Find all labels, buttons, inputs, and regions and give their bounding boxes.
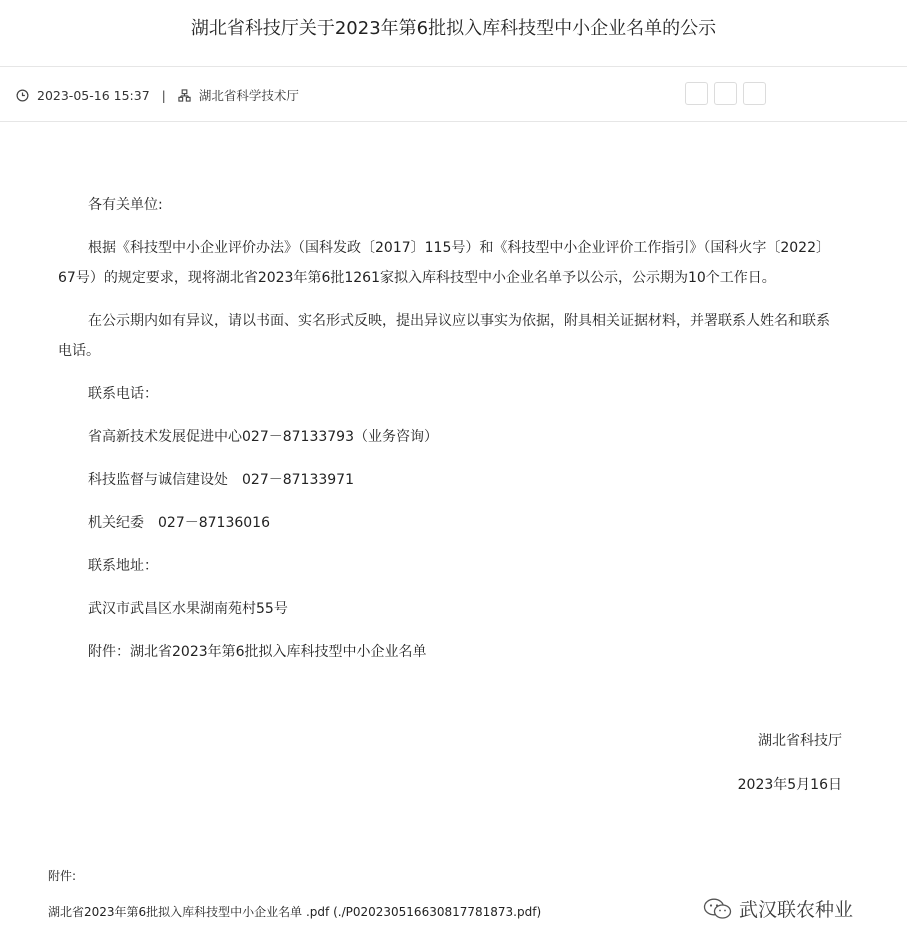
wechat-icon (703, 897, 733, 921)
share-button[interactable] (714, 82, 737, 105)
publish-datetime: 2023-05-16 15:37 (37, 87, 150, 103)
contact-heading: 联系电话： (88, 386, 158, 402)
article-meta (16, 86, 299, 104)
salutation: 各有关单位: (88, 197, 163, 213)
share-buttons (685, 82, 766, 105)
header-divider (0, 66, 907, 67)
article-body (58, 190, 842, 680)
organization-icon (178, 89, 191, 102)
share-button[interactable] (743, 82, 766, 105)
page-title: 湖北省科技厅关于2023年第6批拟入库科技型中小企业名单的公示 (190, 18, 717, 39)
clock-icon (16, 89, 29, 102)
body-paragraph: 根据《科技型中小企业评价办法》（国科发政〔2017〕115号）和《科技型中小企业评价工作指引》（国科火字〔2022〕67号）的规定要求，现将湖北省2023年第6批1261家拟入库科技型中小企业名单予以公示，公示期为10个工作日。 (58, 240, 830, 286)
attachments-label: 附件: (48, 869, 77, 883)
attachment-file-link[interactable]: 湖北省2023年第6批拟入库科技型中小企业名单 .pdf (./P020230516630817781873.pdf) (48, 905, 542, 919)
meta-divider (0, 121, 907, 122)
address-line: 武汉市武昌区水果湖南苑村55号 (88, 601, 288, 617)
address-heading: 联系地址： (88, 558, 158, 574)
watermark-text: 武汉联农种业 (739, 899, 854, 921)
share-button[interactable] (685, 82, 708, 105)
contact-line: 省高新技术发展促进中心027－87133793（业务咨询） (88, 429, 438, 445)
signature-org: 湖北省科技厅 (758, 733, 842, 749)
body-paragraph: 在公示期内如有异议，请以书面、实名形式反映，提出异议应以事实为依据，附具相关证据材料，并署联系人姓名和联系电话。 (58, 313, 830, 359)
publish-source: 湖北省科学技术厅 (198, 88, 299, 103)
contact-line: 科技监督与诚信建设处 027－87133971 (88, 472, 354, 488)
contact-line: 机关纪委 027－87136016 (88, 515, 270, 531)
watermark (703, 895, 853, 922)
meta-separator: | (161, 87, 166, 103)
attachment-line: 附件：湖北省2023年第6批拟入库科技型中小企业名单 (88, 644, 427, 660)
signature-date: 2023年5月16日 (737, 777, 842, 793)
